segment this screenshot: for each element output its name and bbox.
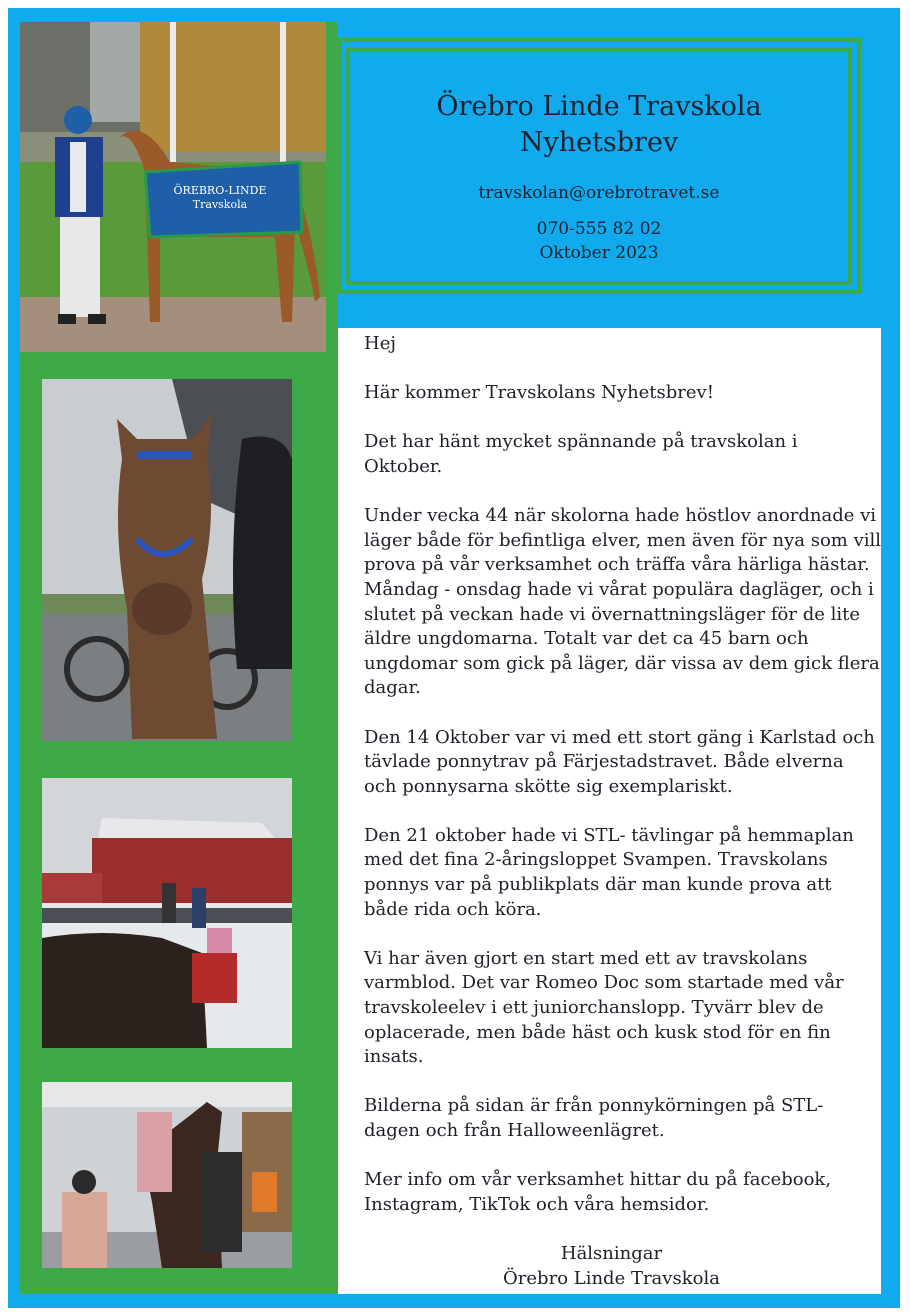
blanket-text-line2: Travskola (192, 198, 248, 211)
contact-phone: 070-555 82 02 (536, 219, 662, 239)
signature (364, 1242, 881, 1291)
contact-email: travskolan@orebrotravet.se (478, 183, 720, 203)
paragraph-stl: Den 21 oktober hade vi STL- tävlingar på hemmaplan med det fina 2-åringsloppet Svampen. Travskolans ponnys var på publikplats där man kunde prova att både rida och köra. (364, 824, 854, 920)
photo-red-barn (42, 778, 292, 1048)
photo-stable (42, 1082, 292, 1268)
header-box (346, 47, 852, 285)
photo-horse-blanket (20, 22, 326, 352)
blanket-text-line1: ÖREBRO-LINDE (173, 184, 267, 197)
newsletter-body (338, 328, 881, 1294)
signature-greeting: Hälsningar (560, 1242, 663, 1264)
photo-pony-closeup (42, 379, 292, 741)
signature-name: Örebro Linde Travskola (503, 1267, 720, 1289)
paragraph-october: Det har hänt mycket spännande på travskolan i Oktober. (364, 431, 798, 477)
paragraph-camp: Under vecka 44 när skolorna hade höstlov anordnade vi läger både för befintliga elver, men även för nya som vill prova på vår verksamhet och träffa våra härliga hästar. Måndag - onsdag hade vi vårat populära dagläger, och i slutet på veckan hade vi övernattningsläger för de lite äldre ungdomarna. Totalt var det ca 45 barn och ungdomar som gick på läger, där vissa av dem gick flera dagar. (364, 505, 882, 699)
paragraph-photos: Bilderna på sidan är från ponnykörningen på STL- dagen och från Halloweenlägret. (364, 1095, 824, 1141)
paragraph-intro: Här kommer Travskolans Nyhetsbrev! (364, 382, 714, 404)
newsletter-title (350, 89, 848, 161)
paragraph-karlstad: Den 14 Oktober var vi med ett stort gäng i Karlstad och tävlade ponnytrav på Färjestadstravet. Både elverna och ponnysarna skötte sig exemplariskt. (364, 726, 875, 797)
issue-date: Oktober 2023 (539, 243, 659, 263)
greeting: Hej (364, 333, 396, 354)
paragraph-varmblod: Vi har även gjort en start med ett av travskolans varmblod. Det var Romeo Doc som startade med vår travskoleelev i ett juniorchanslopp. Tyvärr blev de oplacerade, men både häst och kusk stod för en fin insats. (364, 947, 844, 1068)
title-line2: Nyhetsbrev (519, 127, 679, 158)
title-line1: Örebro Linde Travskola (436, 91, 762, 122)
paragraph-more-info: Mer info om vår verksamhet hittar du på facebook, Instagram, TikTok och våra hemsidor. (364, 1169, 832, 1215)
